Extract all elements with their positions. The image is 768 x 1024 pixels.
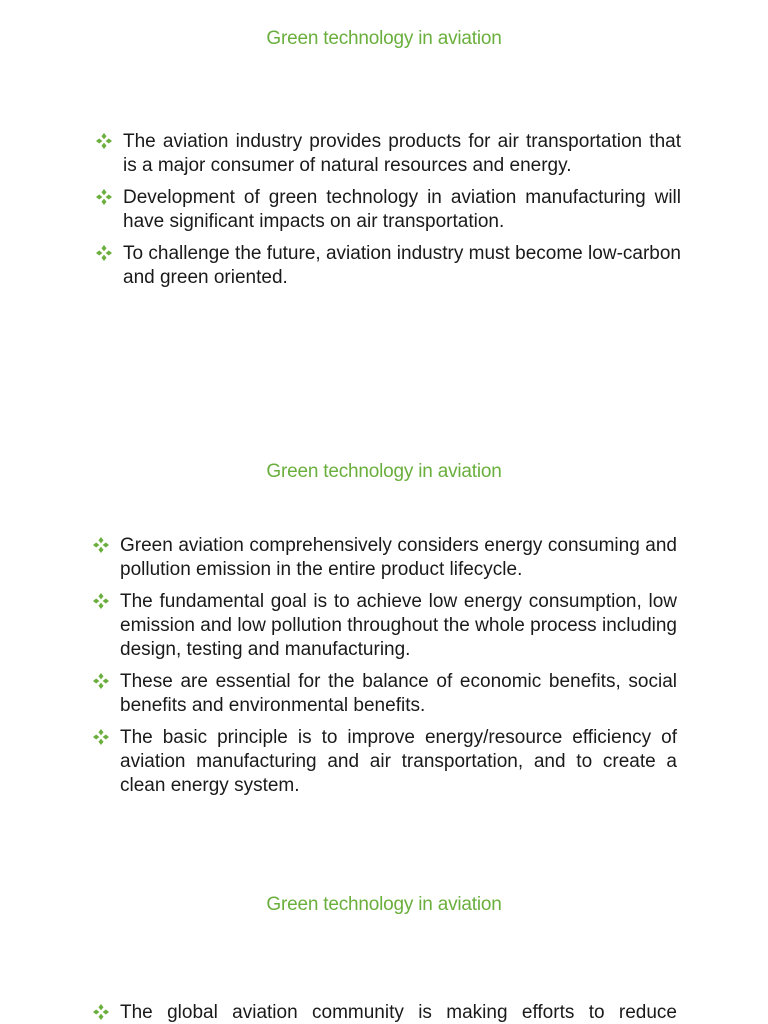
four-diamond-bullet-icon [96, 245, 112, 261]
bullet-text: The basic principle is to improve energy/resource efficiency of aviation manufacturing and air transportation, and to create a clean energy system. [120, 727, 677, 796]
bullet-text: Development of green technology in aviation manufacturing will have significant impacts on air transportation. [123, 187, 681, 232]
bullet-text: The global aviation community is making efforts to reduce [120, 1002, 677, 1023]
four-diamond-bullet-icon [96, 133, 112, 149]
bullet-list [93, 534, 677, 806]
slide-title: Green technology in aviation [266, 28, 502, 49]
list-item [93, 1001, 677, 1024]
slide-1 [0, 0, 768, 400]
bullet-list [96, 130, 681, 298]
slide-title: Green technology in aviation [266, 894, 502, 915]
four-diamond-bullet-icon [93, 673, 109, 689]
list-item [96, 186, 681, 234]
four-diamond-bullet-icon [93, 1004, 109, 1020]
bullet-text: To challenge the future, aviation industry must become low-carbon and green oriented. [123, 243, 681, 288]
four-diamond-bullet-icon [93, 729, 109, 745]
list-item [96, 242, 681, 290]
slide-3 [0, 866, 768, 1024]
bullet-text: Green aviation comprehensively considers energy consuming and pollution emission in the entire product lifecycle. [120, 535, 677, 580]
list-item [93, 534, 677, 582]
list-item [93, 670, 677, 718]
bullet-text: These are essential for the balance of economic benefits, social benefits and environmental benefits. [120, 671, 677, 716]
bullet-text: The fundamental goal is to achieve low energy consumption, low emission and low pollution throughout the whole process including design, testing and manufacturing. [120, 591, 677, 660]
slide-2 [0, 433, 768, 853]
four-diamond-bullet-icon [96, 189, 112, 205]
bullet-text: The aviation industry provides products for air transportation that is a major consumer of natural resources and energy. [123, 131, 681, 176]
slide-title: Green technology in aviation [266, 461, 502, 482]
four-diamond-bullet-icon [93, 593, 109, 609]
bullet-list [93, 1001, 677, 1024]
list-item [93, 590, 677, 662]
list-item [93, 726, 677, 798]
four-diamond-bullet-icon [93, 537, 109, 553]
list-item [96, 130, 681, 178]
